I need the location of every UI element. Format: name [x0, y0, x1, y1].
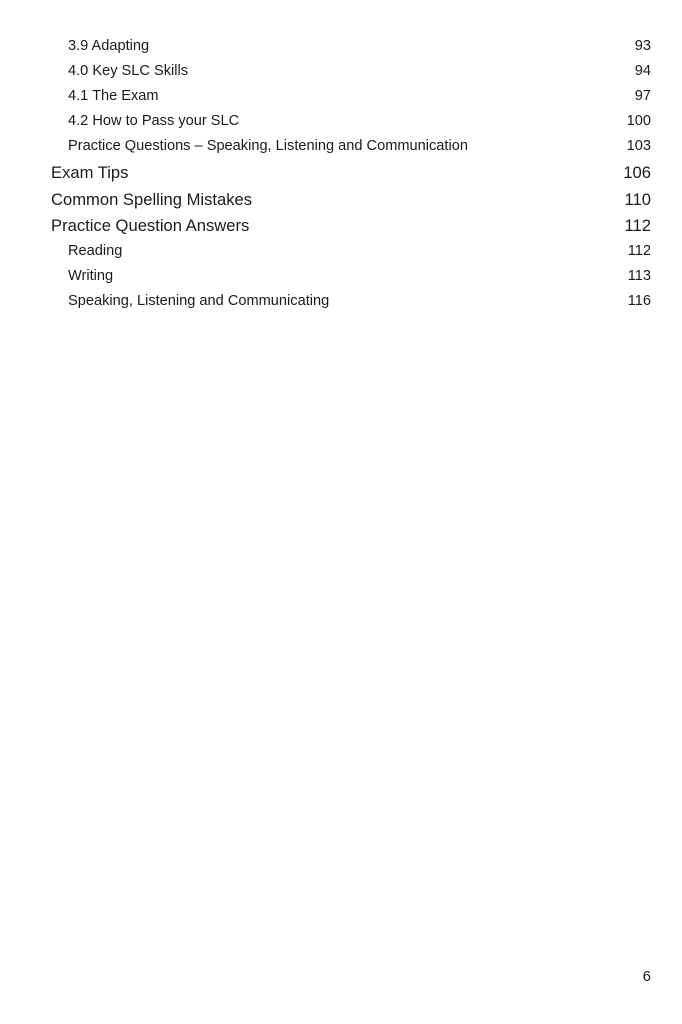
toc-entry-title: Practice Question Answers	[51, 216, 250, 235]
toc-entry	[0, 63, 682, 88]
toc-entry-page: 110	[624, 189, 651, 209]
toc-entry-page: 112	[624, 216, 651, 235]
toc-entry-title: 4.2 How to Pass your SLC	[68, 113, 240, 129]
toc-entry	[0, 163, 682, 190]
toc-entry-page: 113	[627, 267, 651, 284]
toc-entry-page: 97	[634, 88, 651, 104]
toc-entry-page: 100	[626, 113, 651, 129]
toc-entry-title: 4.0 Key SLC Skills	[68, 63, 189, 79]
toc-entry-title: Speaking, Listening and Communicating	[68, 292, 330, 309]
toc-entry-page: 106	[623, 163, 651, 182]
toc-entry-page: 94	[634, 63, 651, 79]
toc-entry-page: 103	[626, 138, 651, 154]
toc-entry-title: Reading	[68, 242, 123, 259]
toc-entry-page: 93	[634, 38, 651, 54]
toc-entry	[0, 88, 682, 113]
toc-entry	[0, 38, 682, 63]
toc-entry-title: 3.9 Adapting	[68, 38, 150, 54]
toc-entry-title: Writing	[68, 267, 114, 284]
toc-entry-title: Exam Tips	[51, 163, 129, 182]
toc-entry	[0, 268, 682, 293]
toc-entry-title: 4.1 The Exam	[68, 88, 159, 104]
toc-entry-page: 116	[627, 292, 651, 309]
toc-entry	[0, 243, 682, 268]
page-number: 6	[642, 968, 651, 985]
toc-entry	[0, 293, 682, 318]
toc-entry	[0, 216, 682, 243]
toc-entry	[0, 190, 682, 217]
toc-entry	[0, 138, 682, 163]
table-of-contents	[0, 38, 682, 318]
toc-entry-title: Practice Questions – Speaking, Listening and Communication	[68, 138, 468, 154]
toc-entry-page: 112	[627, 242, 651, 259]
toc-entry-title: Common Spelling Mistakes	[51, 189, 253, 209]
toc-entry	[0, 113, 682, 138]
